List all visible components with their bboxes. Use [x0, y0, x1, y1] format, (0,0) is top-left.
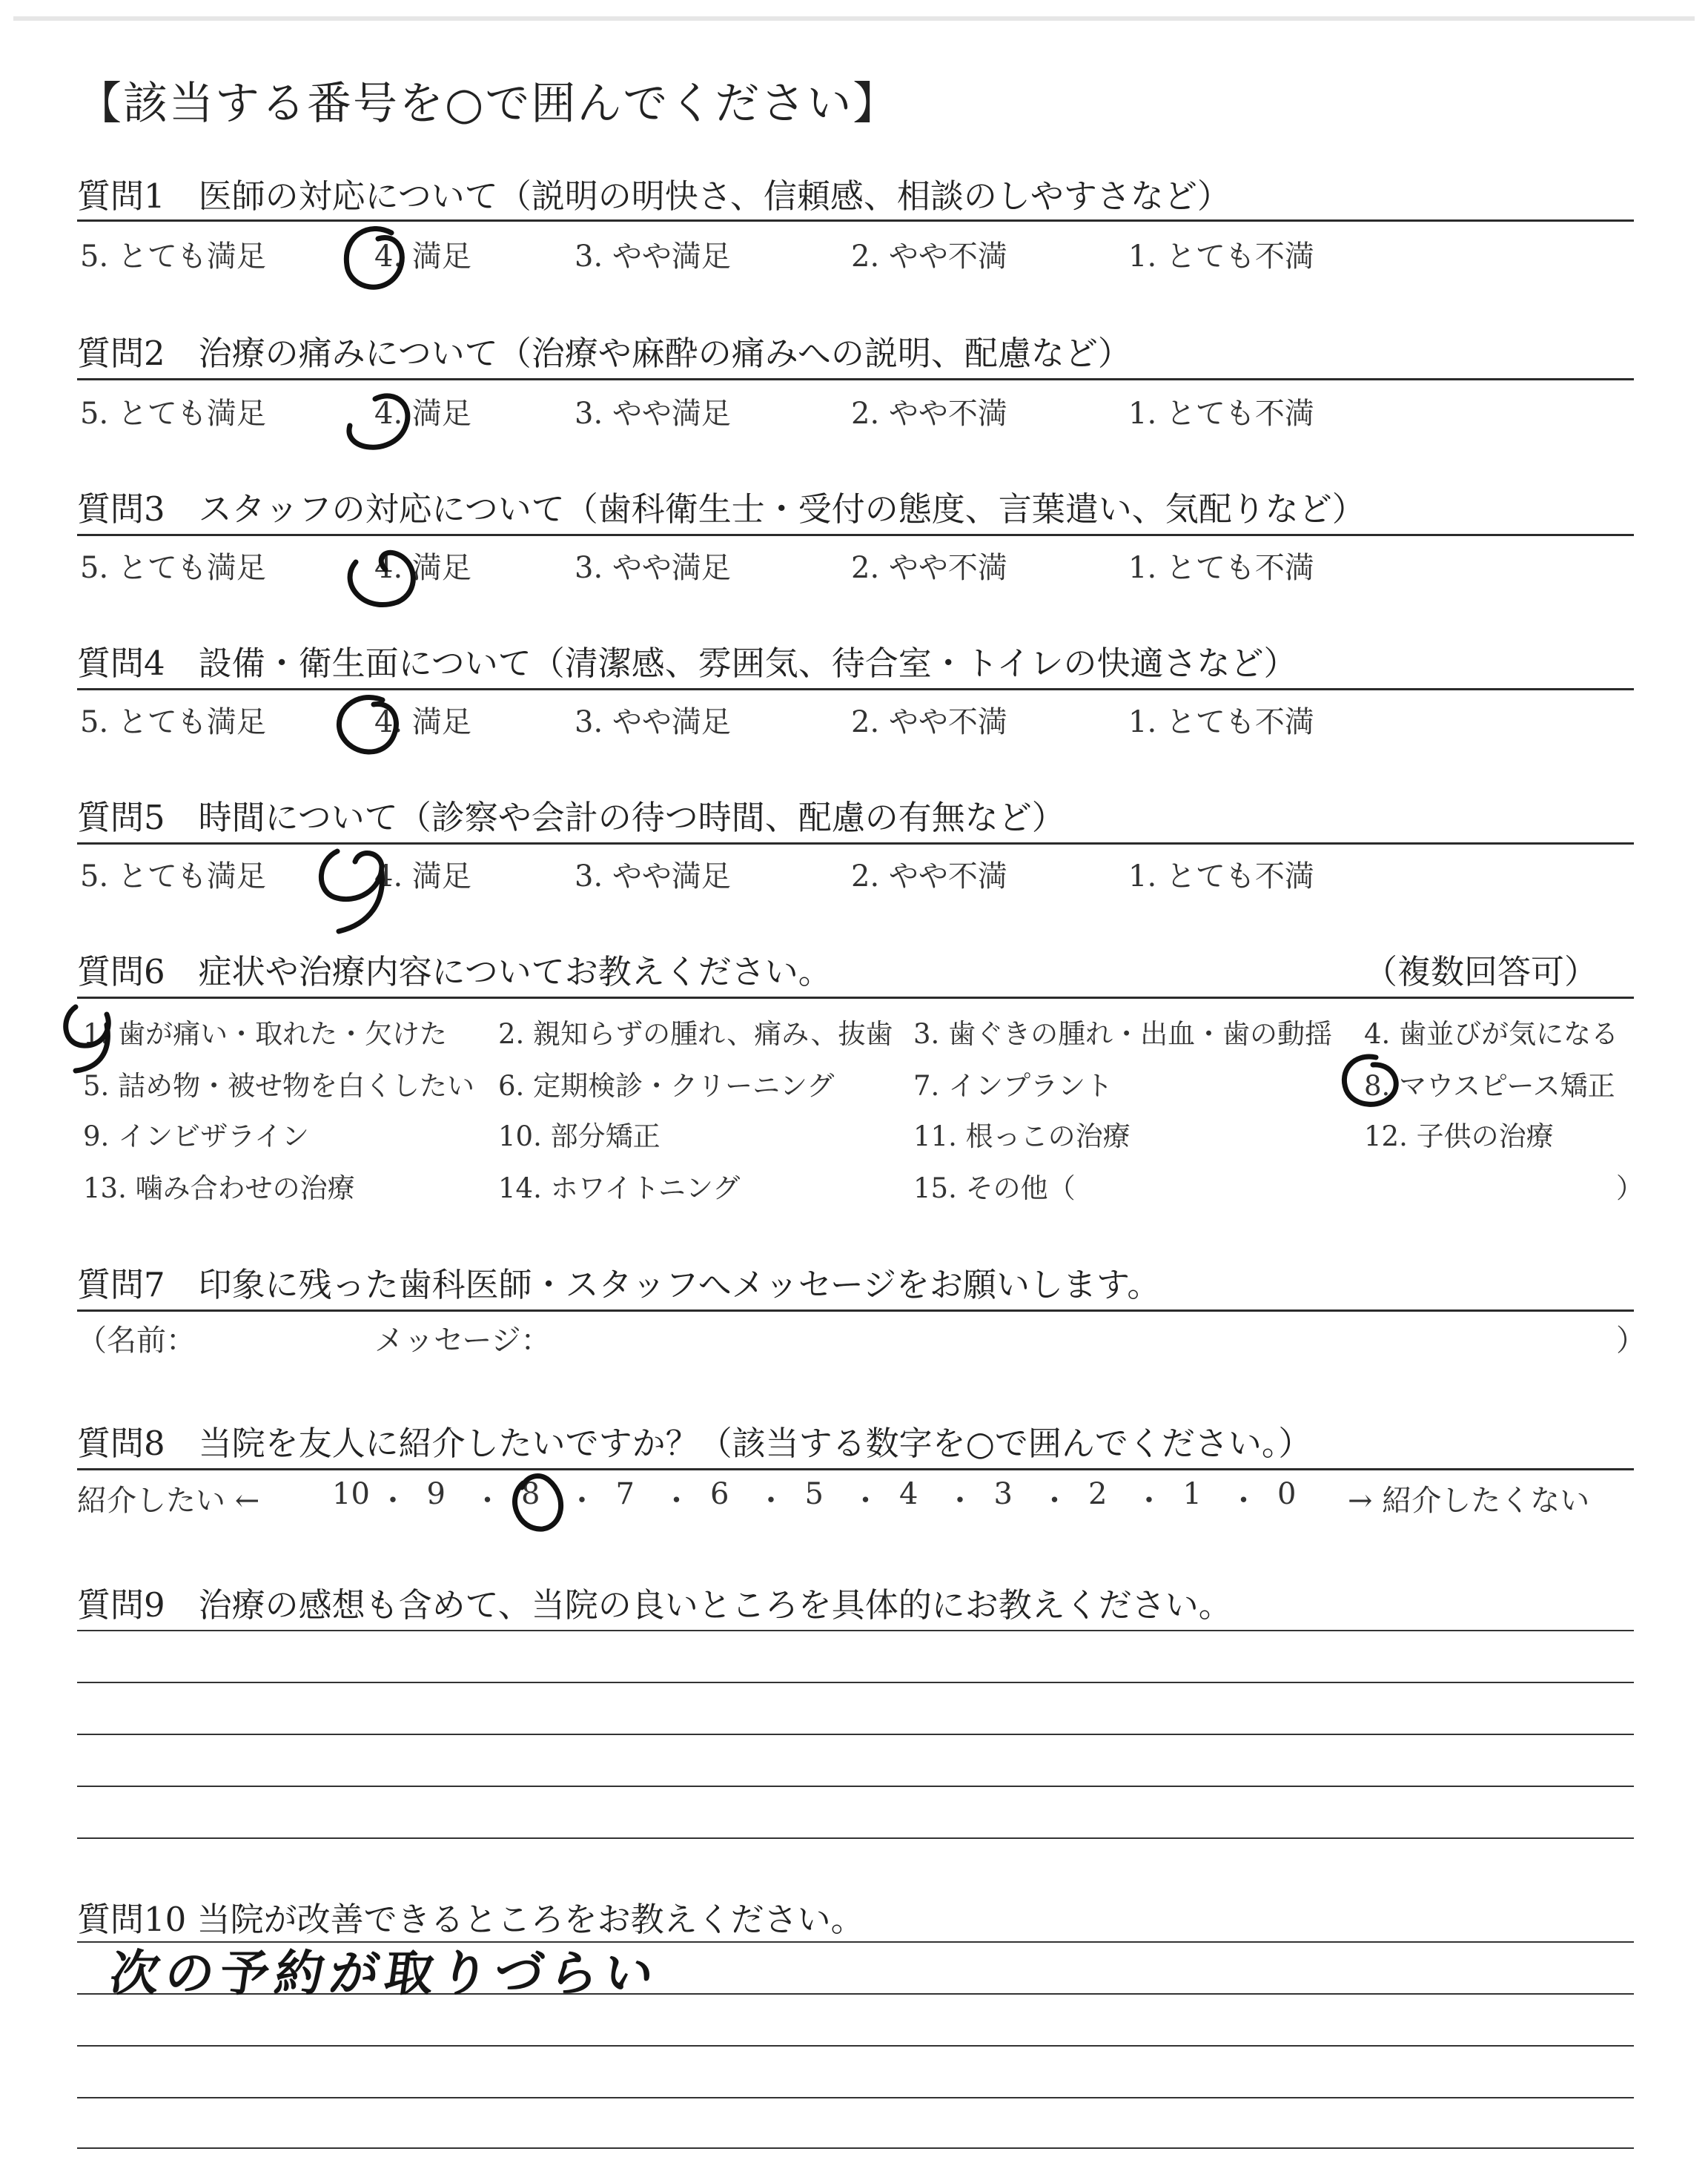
q10-write-line-5[interactable]	[77, 2147, 1634, 2149]
q6-option-8[interactable]: 8. マウスピース矯正	[1364, 1070, 1615, 1102]
q8-scale-value-5[interactable]: 5	[804, 1477, 824, 1511]
q10-handwritten-answer: 次の予約が取りづらい	[106, 1945, 663, 2002]
q1-title: 質問1 医師の対応について（説明の明快さ、信頼感、相談のしやすさなど）	[77, 176, 1231, 216]
q5-option-3[interactable]: 3. やや満足	[575, 859, 731, 894]
q3-option-3[interactable]: 3. やや満足	[575, 551, 731, 585]
q6-option-12[interactable]: 12. 子供の治療	[1364, 1120, 1554, 1152]
q6-option-2[interactable]: 2. 親知らずの腫れ、痛み、抜歯	[498, 1018, 893, 1050]
q9-write-line-3[interactable]	[77, 1734, 1634, 1735]
q8-scale-separator: ・	[472, 1484, 503, 1518]
q6-option-3[interactable]: 3. 歯ぐきの腫れ・出血・歯の動揺	[913, 1018, 1333, 1050]
q8-right-label: → 紹介したくない	[1348, 1484, 1590, 1518]
q9-title: 質問9 治療の感想も含めて、当院の良いところを具体的にお教えください。	[77, 1585, 1232, 1625]
q8-left-label: 紹介したい ←	[77, 1484, 260, 1518]
q1-rule	[77, 219, 1634, 222]
q8-scale-value-6[interactable]: 6	[710, 1477, 729, 1511]
q8-scale-value-9[interactable]: 9	[426, 1477, 446, 1511]
q6-option-14[interactable]: 14. ホワイトニング	[498, 1172, 741, 1204]
q7-name-label: （名前：	[77, 1324, 196, 1358]
q8-scale-value-10[interactable]: 10	[332, 1477, 370, 1511]
q4-option-3[interactable]: 3. やや満足	[575, 705, 731, 739]
q8-title: 質問8 当院を友人に紹介したいですか？（該当する数字を○で囲んでください。）	[77, 1424, 1312, 1463]
q9-write-line-5[interactable]	[77, 1837, 1634, 1839]
q8-scale-separator: ・	[567, 1484, 597, 1518]
q2-option-2[interactable]: 2. やや不満	[851, 397, 1007, 431]
q8-scale-value-7[interactable]: 7	[615, 1477, 635, 1511]
q9-write-line-4[interactable]	[77, 1786, 1634, 1787]
q8-scale-separator: ・	[756, 1484, 786, 1518]
q6-option-1[interactable]: 1. 歯が痛い・取れた・欠けた	[83, 1018, 448, 1050]
q4-option-5[interactable]: 5. とても満足	[80, 705, 266, 739]
q6-option-4[interactable]: 4. 歯並びが気になる	[1364, 1018, 1619, 1050]
q1-option-2[interactable]: 2. やや不満	[851, 240, 1007, 274]
q8-scale-value-4[interactable]: 4	[899, 1477, 918, 1511]
q3-option-4[interactable]: 4. 満足	[374, 551, 471, 585]
q8-scale-value-1[interactable]: 1	[1182, 1477, 1202, 1511]
form-heading: 【該当する番号を○で囲んでください】	[77, 78, 899, 130]
q2-rule	[77, 378, 1634, 380]
q5-option-4[interactable]: 4. 満足	[374, 859, 471, 894]
q3-rule	[77, 534, 1634, 536]
q3-option-5[interactable]: 5. とても満足	[80, 551, 266, 585]
q9-write-line-2[interactable]	[77, 1682, 1634, 1683]
q5-option-2[interactable]: 2. やや不満	[851, 859, 1007, 894]
q10-title: 質問10 当院が改善できるところをお教えください。	[77, 1900, 864, 1939]
q3-option-2[interactable]: 2. やや不満	[851, 551, 1007, 585]
q4-option-4[interactable]: 4. 満足	[374, 705, 471, 739]
q7-close-paren: ）	[1616, 1324, 1646, 1358]
q5-option-5[interactable]: 5. とても満足	[80, 859, 266, 894]
q6-option-15[interactable]: 15. その他（	[913, 1172, 1076, 1204]
q5-option-1[interactable]: 1. とても不満	[1128, 859, 1314, 894]
q3-option-1[interactable]: 1. とても不満	[1128, 551, 1314, 585]
q6-option-6[interactable]: 6. 定期検診・クリーニング	[498, 1070, 835, 1102]
q4-title: 質問4 設備・衛生面について（清潔感、雰囲気、待合室・トイレの快適さなど）	[77, 644, 1297, 683]
q2-option-3[interactable]: 3. やや満足	[575, 397, 731, 431]
top-border	[13, 16, 1695, 21]
q8-scale-separator: ・	[945, 1484, 975, 1518]
q6-option-11[interactable]: 11. 根っこの治療	[913, 1120, 1131, 1152]
q6-other-close-paren: ）	[1616, 1172, 1644, 1204]
q6-option-7[interactable]: 7. インプラント	[913, 1070, 1113, 1102]
q8-scale-value-3[interactable]: 3	[993, 1477, 1013, 1511]
q1-option-4[interactable]: 4. 満足	[374, 240, 471, 274]
q6-option-13[interactable]: 13. 噛み合わせの治療	[83, 1172, 355, 1204]
q10-write-line-4[interactable]	[77, 2097, 1634, 2098]
q10-write-line-3[interactable]	[77, 2045, 1634, 2047]
q5-rule	[77, 842, 1634, 845]
q2-option-1[interactable]: 1. とても不満	[1128, 397, 1314, 431]
q8-scale-value-0[interactable]: 0	[1277, 1477, 1297, 1511]
q7-title: 質問7 印象に残った歯科医師・スタッフへメッセージをお願いします。	[77, 1265, 1161, 1304]
q3-title: 質問3 スタッフの対応について（歯科衛生士・受付の態度、言葉遣い、気配りなど）	[77, 489, 1366, 529]
q2-option-5[interactable]: 5. とても満足	[80, 397, 266, 431]
q8-scale-separator: ・	[1134, 1484, 1164, 1518]
q6-title: 質問6 症状や治療内容についてお教えください。	[77, 952, 832, 991]
q4-option-2[interactable]: 2. やや不満	[851, 705, 1007, 739]
q9-write-line-1[interactable]	[77, 1630, 1634, 1631]
q7-rule	[77, 1309, 1634, 1312]
q6-option-10[interactable]: 10. 部分矯正	[498, 1120, 661, 1152]
q8-scale-separator: ・	[850, 1484, 881, 1518]
q4-rule	[77, 688, 1634, 690]
q2-option-4[interactable]: 4. 満足	[374, 397, 471, 431]
q8-scale-separator: ・	[1039, 1484, 1070, 1518]
q5-title: 質問5 時間について（診察や会計の待つ時間、配慮の有無など）	[77, 798, 1065, 837]
q1-option-1[interactable]: 1. とても不満	[1128, 240, 1314, 274]
q8-scale-separator: ・	[378, 1484, 408, 1518]
q8-scale-separator: ・	[1228, 1484, 1259, 1518]
q1-option-3[interactable]: 3. やや満足	[575, 240, 731, 274]
q1-option-5[interactable]: 5. とても満足	[80, 240, 266, 274]
q6-option-9[interactable]: 9. インビザライン	[83, 1120, 309, 1152]
q6-multiple-note: （複数回答可）	[1364, 952, 1598, 991]
q8-rule	[77, 1468, 1634, 1470]
q7-message-label: メッセージ：	[374, 1324, 551, 1358]
q2-title: 質問2 治療の痛みについて（治療や麻酔の痛みへの説明、配慮など）	[77, 334, 1131, 373]
q6-rule	[77, 997, 1634, 999]
q4-option-1[interactable]: 1. とても不満	[1128, 705, 1314, 739]
q8-scale-separator: ・	[661, 1484, 692, 1518]
q8-scale-value-8[interactable]: 8	[521, 1477, 540, 1511]
q8-scale-value-2[interactable]: 2	[1088, 1477, 1108, 1511]
q6-option-5[interactable]: 5. 詰め物・被せ物を白くしたい	[83, 1070, 475, 1102]
